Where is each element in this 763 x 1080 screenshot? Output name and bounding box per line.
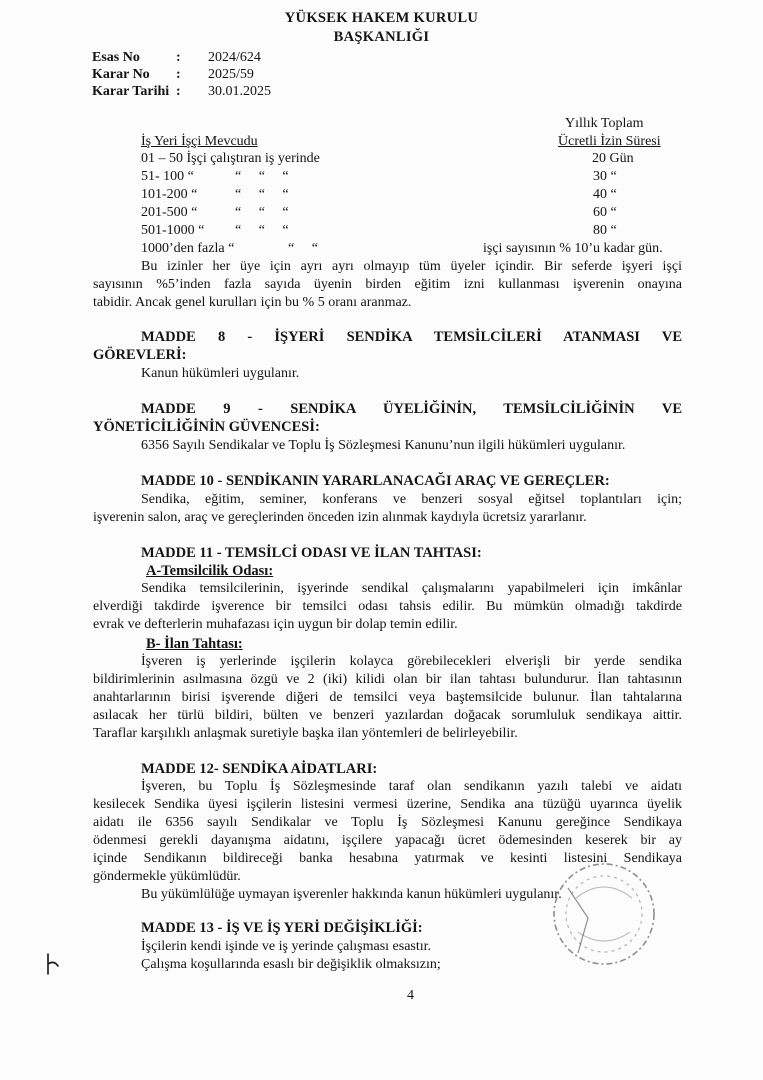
header-line-1: YÜKSEK HAKEM KURULU [284,10,479,26]
article-heading-cont: GÖREVLERİ: [93,347,187,363]
text-line: İşçilerin kendi işinde ve iş yerinde çalışması esastır. [141,939,432,954]
official-seal-stamp [548,858,660,970]
text-line: İşveren, bu Toplu İş Sözleşmesinde taraf olan sendikanın yazılı talebi ve aidatı [141,779,682,794]
article-heading-cont: YÖNETİCİLİĞİNİN GÜVENCESİ: [93,419,320,435]
article-body: 6356 Sayılı Sendikalar ve Toplu İş Sözleşmesi Kanunu’nun ilgili hükümleri uygulanır. [141,438,626,453]
text-line: ödenmesi gerekli dayanışma aidatını, işçilere yapacağı ücret ödemesinden keserek bir ay [93,833,682,848]
text-line: içinde Sendikanın bildireceği banka hesabına yatırmak ve kesinti listesini Sendikaya [93,851,682,866]
text-line: kesilecek Sendika üyesi işçilerin listesini vermesi üzerine, Sendika ana tüzüğü uyarınca üyelik [93,797,682,812]
meta-colon: : [176,50,181,65]
text-line: Bu izinler her üye için ayrı ayrı olmayıp tüm üyeler içindir. Bir seferde işyeri işçi [141,259,682,274]
meta-colon: : [176,67,181,82]
article-heading: MADDE 13 - İŞ VE İŞ YERİ DEĞİŞİKLİĞİ: [141,920,423,936]
meta-label-esas: Esas No [92,50,140,65]
leave-row-ditto: “ “ “ [235,187,289,202]
header-line-2: BAŞKANLIĞI [333,29,430,45]
text-line: evrak ve defterlerin muhafazası için uygun bir dolap temin edilir. [93,617,458,632]
leave-row-range: 501-1000 “ [141,223,205,238]
text-line: İşveren iş yerlerinde işçilerin kolayca görebilecekleri elverişli bir yerde sendika [141,654,682,669]
text-line: işverenin salon, araç ve gereçlerinden önceden izin alınmak kaydıyla ücretsiz yararlanır. [93,510,587,525]
leave-row-days: 30 “ [593,169,617,184]
article-heading: MADDE 8 - İŞYERİ SENDİKA TEMSİLCİLERİ ATANMASI VE [141,329,682,345]
leave-header-left: İş Yeri İşçi Mevcudu [141,134,258,149]
leave-row-days: 80 “ [593,223,617,238]
text-line: Sendika, eğitim, seminer, konferans ve benzeri sosyal eğitsel toplantıları için; [141,492,682,507]
leave-header-right-1: Yıllık Toplam [565,116,644,131]
leave-row-ditto: “ “ “ [235,223,289,238]
text-line: asılacak her türlü bildiri, bülten ve benzeri yazılardan doğacak sorumluluk sendikaya aittir. [93,708,682,723]
text-line: göndermekle yükümlüdür. [93,869,241,884]
meta-value-karar: 2025/59 [208,67,254,82]
article-heading: MADDE 12- SENDİKA AİDATLARI: [141,761,378,777]
meta-value-esas: 2024/624 [208,50,261,65]
text-line: Sendika temsilcilerinin, işyerinde sendikal çalışmalarını yapabilmeleri için imkânlar [141,581,682,596]
leave-row-range: 51- 100 “ [141,169,194,184]
leave-row-days: 60 “ [593,205,617,220]
text-line: Taraflar karşılıklı anlaşmak suretiyle başka ilan yöntemleri de belirleyebilir. [93,726,518,741]
article-subheading: A-Temsilcilik Odası: [146,563,274,579]
page-number: 4 [407,988,414,1003]
meta-colon: : [176,84,181,99]
article-heading: MADDE 9 - SENDİKA ÜYELİĞİNİN, TEMSİLCİLİĞİNİN VE [141,401,682,417]
leave-row-ditto: “ “ “ [235,169,289,184]
leave-row-ditto: “ “ “ [235,205,289,220]
text-line: sayısının %5’inden fazla sayıda üyenin birden eğitim izni kullanması işverenin onayına [93,277,682,292]
text-line: Bu yükümlülüğe uymayan işverenler hakkında kanun hükümleri uygulanır. [141,887,562,902]
text-line: elverdiği takdirde işverence bir temsilci odası tahsis edilir. Bu mümkün olmadığı takdirde [93,599,682,614]
text-line: anahtarlarının birisi işverende diğeri de temsilci veya baştemsilcide bulunur. İlan tahtalarına [93,690,682,705]
text-line: aidatı ile 6356 sayılı Sendikalar ve Toplu İş Sözleşmesi Kanunu gereğince Sendikaya [93,815,682,830]
leave-row-range: 201-500 “ [141,205,198,220]
leave-row-range: 01 – 50 İşçi çalıştıran iş yerinde [141,151,320,166]
handwritten-mark-icon [40,950,62,978]
leave-row-days: işçi sayısının % 10’u kadar gün. [483,241,663,256]
text-line: tabidir. Ancak genel kurulları için bu % 5 oranı aranmaz. [93,295,412,310]
article-body: Kanun hükümleri uygulanır. [141,366,300,381]
leave-row-range: 101-200 “ [141,187,198,202]
text-line: Çalışma koşullarında esaslı bir değişiklik olmaksızın; [141,957,441,972]
meta-label-karar: Karar No [92,67,150,82]
leave-row-range: 1000’den fazla “ [141,241,235,256]
text-line: bildirimlerinin asılmasına özgü ve 2 (iki) kilidi olan bir ilan tahtası bulundurur. İlan tahtasının [93,672,682,687]
meta-value-tarih: 30.01.2025 [208,84,271,99]
leave-row-days: 20 Gün [592,151,634,166]
article-subheading: B- İlan Tahtası: [146,636,243,652]
article-heading: MADDE 10 - SENDİKANIN YARARLANACAĞI ARAÇ VE GEREÇLER: [141,473,610,489]
leave-row-days: 40 “ [593,187,617,202]
article-heading: MADDE 11 - TEMSİLCİ ODASI VE İLAN TAHTASI: [141,545,482,561]
meta-label-tarih: Karar Tarihi [92,84,170,99]
leave-row-ditto: “ “ [288,241,318,256]
leave-header-right-2: Ücretli İzin Süresi [558,134,661,149]
